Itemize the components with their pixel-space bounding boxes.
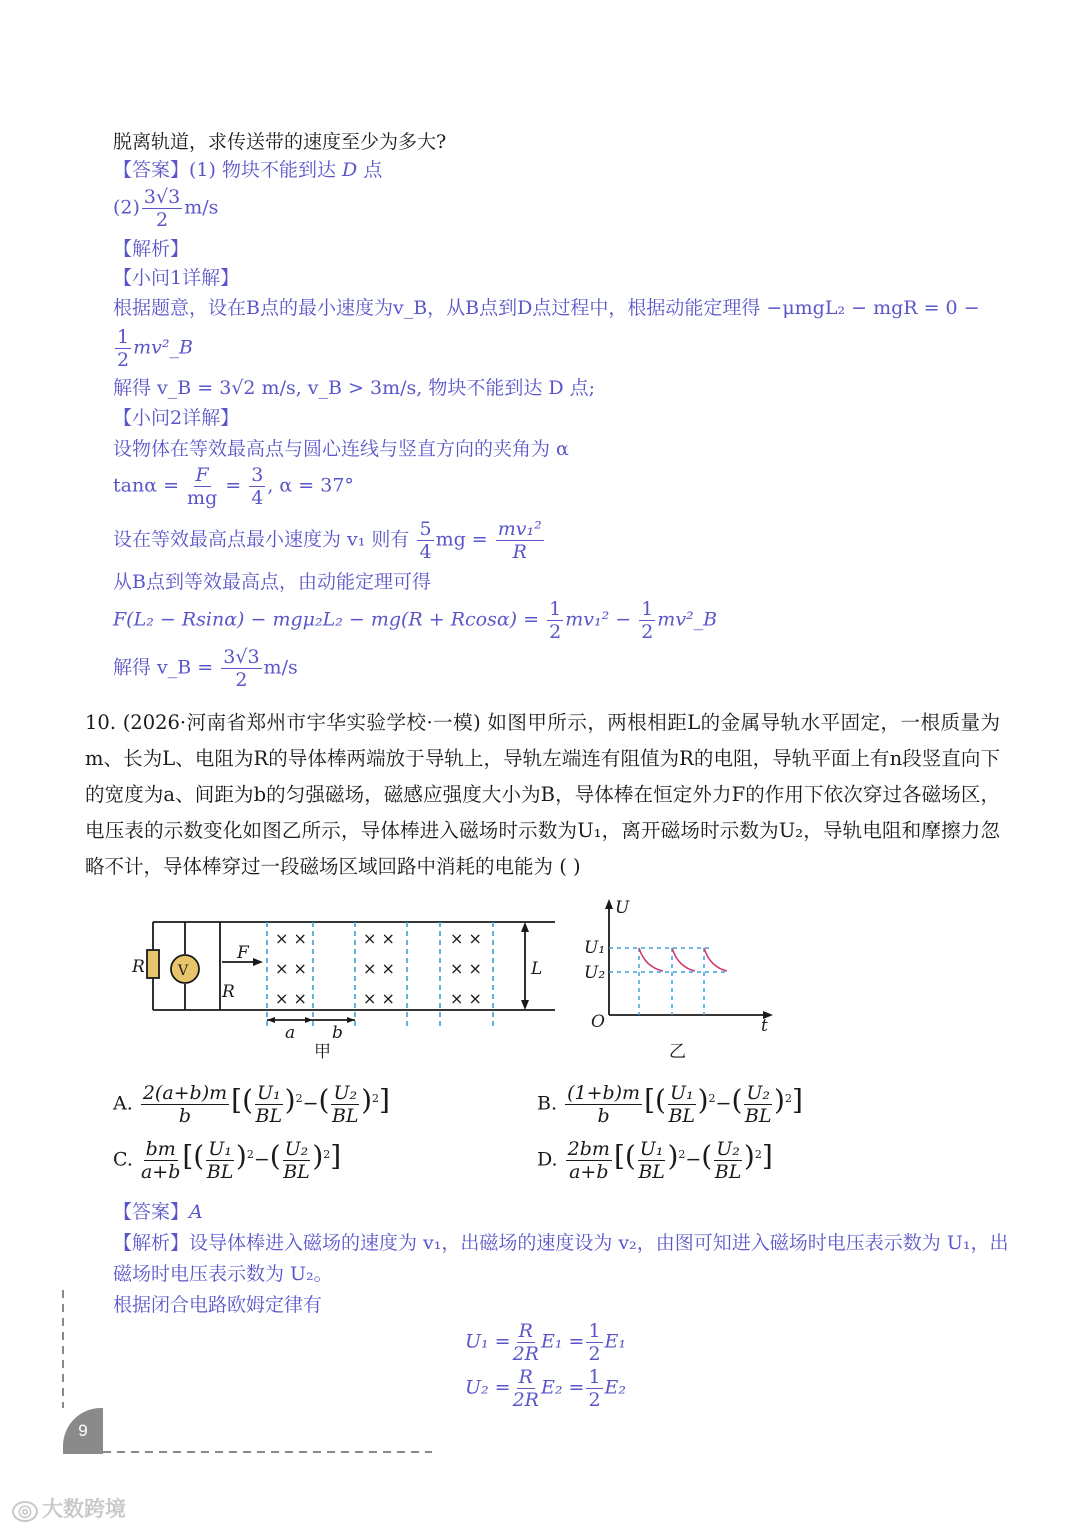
frac-den: 2 — [588, 1389, 601, 1411]
frac-den: 4 — [419, 541, 432, 563]
frac-den: 2 — [117, 349, 130, 371]
part2-label: (2) — [113, 196, 140, 219]
tan-tail: , α = 37° — [267, 474, 354, 497]
analysis2-line2: 磁场时电压表示数为 U₂。 — [113, 1263, 333, 1285]
answer-tag: 【答案】 — [113, 1201, 190, 1223]
caption-yi: 乙 — [669, 1042, 686, 1062]
frac-den: 2 — [156, 209, 169, 231]
option-A[interactable]: A. $\frac{2(a+b)m}{b}$ [( $\frac{\text{U₁}}{BL}$ )$^2$−( $\frac{\text{U₂}}{BL}$ )$^2$] — [113, 1082, 390, 1127]
eq-lhs: U₁ = — [465, 1330, 511, 1353]
frac-den: BL — [744, 1105, 772, 1127]
eq-tail: E₁ — [604, 1330, 627, 1353]
cross: × × — [275, 929, 307, 948]
cross: × × — [450, 929, 482, 948]
sub1-tail: mv²_B — [133, 336, 193, 359]
frac-den: 2 — [235, 669, 248, 691]
cross: × × — [363, 959, 395, 978]
frac-num: bm — [145, 1138, 176, 1160]
frac-num: 1 — [588, 1320, 601, 1342]
caption-jia: 甲 — [314, 1042, 331, 1062]
tan-eq: = — [225, 474, 242, 497]
label-b: b — [332, 1023, 343, 1043]
frac-num: mv₁² — [497, 518, 542, 540]
frac-num: 3 — [251, 464, 264, 486]
option-B[interactable]: B. $\frac{(1+b)m}{b}$ [( $\frac{\text{U₁}}{BL}$ )$^2$−( $\frac{\text{U₂}}{BL}$ )$^2$] — [537, 1082, 803, 1127]
label-a: a — [285, 1023, 296, 1043]
watermark-logo — [12, 1493, 126, 1523]
frac-num: U₁ — [208, 1138, 232, 1160]
frac-num: U₂ — [746, 1082, 771, 1104]
label-V: V — [178, 963, 189, 979]
frac-den: BL — [714, 1161, 742, 1183]
frac-num: U₁ — [257, 1082, 281, 1104]
answer-value: A — [189, 1201, 203, 1223]
frac-num: U₂ — [333, 1082, 358, 1104]
option-label: D. — [537, 1148, 558, 1171]
frac-num: R — [518, 1320, 533, 1342]
question-10: 10. (2026·河南省郑州市宇华实验学校·一模) 如图甲所示，两根相距L的金属导轨水平固定，一根质量为m、长为L、电阻为R的导体棒两端放于导轨上，导轨左端连有阻值为R的电阻，导轨平面上有n段竖直向下的宽度为a、间距为b的匀强磁场，磁感应强度大小为B，导体棒在恒定外力F的作用下依次穿过各磁场区，电压表的示数变化如图乙所示，导体棒进入磁场时示数为U₁，离开磁场时示数为U₂，导轨电阻和摩擦力忽略不计，导体棒穿过一段磁场区域回路中消耗的电能为 ( ) — [85, 711, 1000, 878]
frac-den: BL — [638, 1161, 665, 1183]
frac-den: BL — [331, 1105, 359, 1127]
line3-text: 设在等效最高点最小速度为 v₁ 则有 — [113, 528, 410, 551]
watermark-icon: ◎ — [12, 1501, 38, 1522]
cross: × × — [450, 989, 482, 1008]
cross: × × — [275, 989, 307, 1008]
frac-num: 1 — [588, 1366, 601, 1388]
frac-den: 4 — [251, 487, 264, 509]
sub1-tag: 【小问1详解】 — [113, 267, 240, 289]
frac-den: 2 — [549, 621, 562, 643]
frac-num: 1 — [117, 326, 130, 348]
analysis-tag: 【解析】 — [113, 238, 190, 260]
answer1-part1: (1) 物块不能到达 — [189, 159, 336, 181]
frac-den: R — [512, 541, 527, 563]
frac-den: 2R — [512, 1389, 539, 1411]
sub1-text: 根据题意，设在B点的最小速度为v_B，从B点到D点过程中，根据动能定理得 −μmgL₂ − mgR = 0 − — [113, 297, 980, 319]
label-L: L — [531, 959, 543, 979]
option-D[interactable]: D. $\frac{2bm}{a+b}$ [( $\frac{\text{U₁}}{BL}$ )$^2$−( $\frac{\text{U₂}}{BL}$ )$^2$] — [537, 1138, 773, 1183]
line5-m1: mv₁² − — [565, 608, 632, 631]
option-C[interactable]: C. $\frac{bm}{a+b}$ [( $\frac{\text{U₁}}{BL}$ )$^2$−( $\frac{\text{U₂}}{BL}$ )$^2$] — [113, 1138, 342, 1183]
eq-mid: E₁ = — [541, 1330, 585, 1353]
frac-den: mg — [187, 487, 218, 509]
frac-den: BL — [283, 1161, 310, 1183]
frac-den: b — [178, 1105, 192, 1127]
frac-num: 2(a+b)m — [142, 1082, 228, 1104]
frac-num: 5 — [419, 518, 432, 540]
eq-tail: E₂ — [604, 1376, 627, 1399]
answer1-var: D — [342, 159, 358, 181]
watermark-text: 大数跨境 — [41, 1498, 126, 1521]
sub2-tag: 【小问2详解】 — [113, 407, 240, 429]
line3-mid: mg = — [435, 528, 488, 551]
frac-num: (1+b)m — [567, 1082, 641, 1104]
unit: m/s — [184, 196, 219, 219]
frac-num: U₁ — [669, 1082, 694, 1104]
line5-m2: mv²_B — [657, 608, 718, 631]
frac-num: 1 — [549, 598, 562, 620]
option-label: B. — [537, 1092, 558, 1115]
frac-den: a+b — [140, 1161, 181, 1183]
label-F: F — [237, 943, 249, 963]
cross: × × — [450, 959, 482, 978]
frac-den: BL — [255, 1105, 283, 1127]
intro-line: 脱离轨道，求传送带的速度至少为多大? — [113, 131, 447, 153]
frac-num: 2bm — [567, 1138, 610, 1160]
frac-num: U₂ — [716, 1138, 740, 1160]
sub1-solve: 解得 v_B = 3√2 m/s, v_B > 3m/s, 物块不能到达 D 点; — [113, 377, 596, 399]
frac-num: 3√3 — [223, 646, 260, 668]
cross: × × — [363, 929, 395, 948]
label-t: t — [761, 1016, 768, 1036]
label-O: O — [591, 1012, 605, 1032]
answer-tag: 【答案】 — [113, 159, 190, 181]
label-U1: U₁ — [584, 938, 606, 958]
label-R-left: R — [132, 957, 145, 977]
frac-den: BL — [206, 1161, 234, 1183]
page-number: 9 — [63, 1408, 103, 1454]
analysis2-line3: 根据闭合电路欧姆定律有 — [113, 1294, 323, 1316]
solve-unit: m/s — [263, 656, 298, 679]
frac-den: 2 — [588, 1343, 601, 1365]
option-label: A. — [113, 1092, 133, 1115]
frac-den: 2 — [641, 621, 654, 643]
frac-num: 1 — [641, 598, 654, 620]
eq-mid: E₂ = — [541, 1376, 585, 1399]
frac-num: R — [518, 1366, 533, 1388]
cross: × × — [275, 959, 307, 978]
option-label: C. — [113, 1148, 133, 1171]
frac-num: U₂ — [284, 1138, 309, 1160]
frac-den: 2R — [512, 1343, 539, 1365]
frac-num: 3√3 — [143, 186, 181, 208]
analysis2-line1: 【解析】设导体棒进入磁场的速度为 v₁，出磁场的速度设为 v₂，由图可知进入磁场时电压表示数为 U₁，出 — [113, 1232, 1009, 1254]
label-U2: U₂ — [584, 963, 606, 983]
label-R-rod: R — [222, 982, 235, 1002]
frac-num: U₁ — [639, 1138, 664, 1160]
tan-lhs: tanα = — [113, 474, 179, 497]
sub2-line4: 从B点到等效最高点，由动能定理可得 — [113, 571, 431, 593]
frac-num: F — [195, 464, 209, 486]
cross: × × — [363, 989, 395, 1008]
answer1-end: 点 — [363, 159, 383, 181]
frac-den: b — [597, 1105, 610, 1127]
frac-den: BL — [668, 1105, 696, 1127]
line5-lhs: F(L₂ − Rsinα) − mgμ₂L₂ − mg(R + Rcosα) = — [113, 608, 540, 631]
eq-lhs: U₂ = — [465, 1376, 511, 1399]
frac-den: a+b — [569, 1161, 609, 1183]
sub2-line1: 设物体在等效最高点与圆心连线与竖直方向的夹角为 α — [113, 438, 569, 460]
solve-lhs: 解得 v_B = — [113, 656, 214, 679]
label-U: U — [615, 898, 630, 918]
